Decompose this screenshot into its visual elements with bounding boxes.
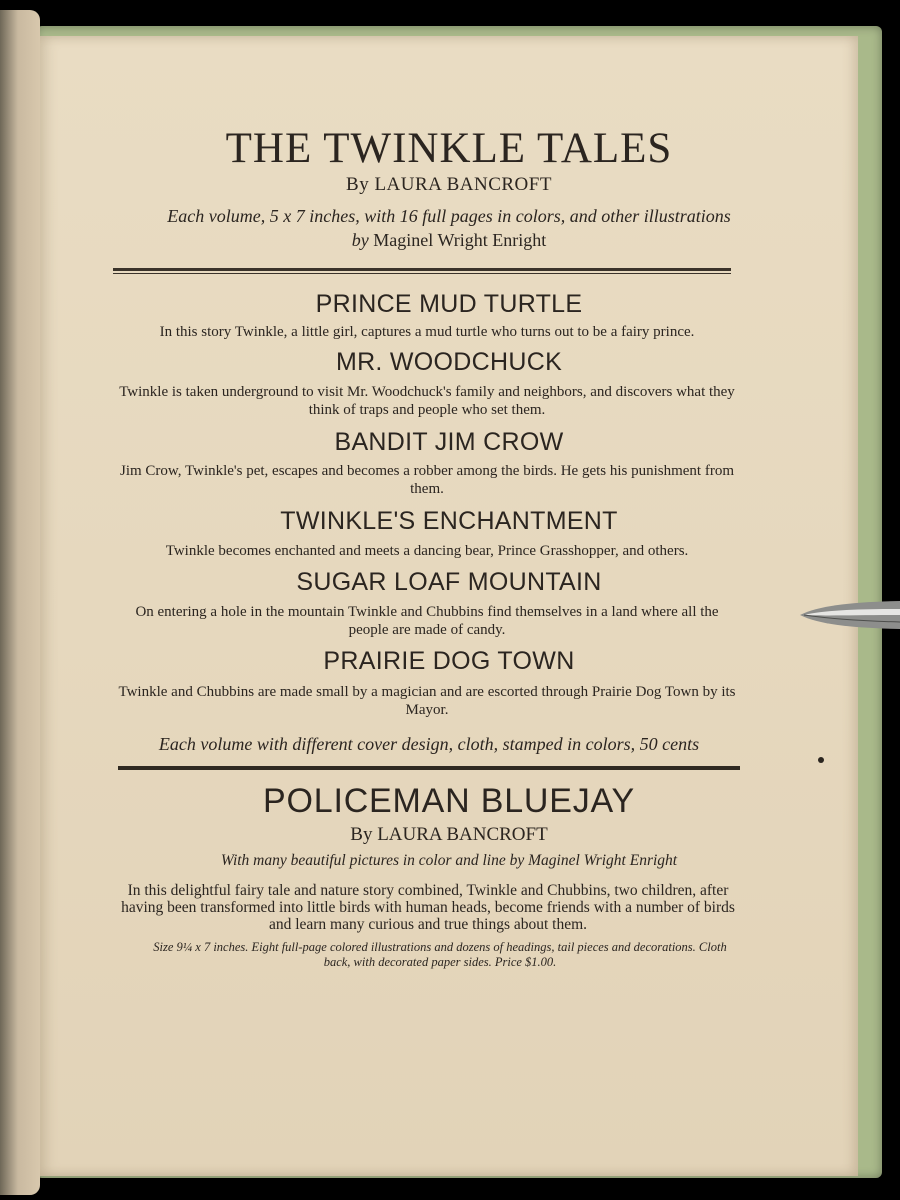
story-title: PRINCE MUD TURTLE — [315, 290, 583, 318]
author-byline: By LAURA BANCROFT — [346, 174, 552, 195]
story-title: BANDIT JIM CROW — [334, 428, 564, 456]
book-left-edge — [0, 10, 40, 1195]
section-divider — [118, 766, 740, 770]
double-rule-divider — [113, 268, 731, 274]
policeman-illustrations-line: With many beautiful pictures in color and line by Maginel Wright Enright — [220, 852, 678, 869]
illustrator-name: Maginel Wright Enright — [373, 230, 547, 250]
series-description-line1: Each volume, 5 x 7 inches, with 16 full pages in colors, and other illustrations — [167, 206, 731, 226]
story-description: On entering a hole in the mountain Twinkle and Chubbins find themselves in a land where all the people are made of candy. — [135, 604, 719, 638]
story-description: Twinkle and Chubbins are made small by a magician and are escorted through Prairie Dog Town by its Mayor. — [118, 684, 736, 718]
story-title: SUGAR LOAF MOUNTAIN — [296, 568, 602, 596]
ink-spot — [818, 757, 824, 763]
policeman-bluejay-title: POLICEMAN BLUEJAY — [263, 782, 635, 820]
page-knife-blade — [800, 595, 900, 635]
story-description: Jim Crow, Twinkle's pet, escapes and becomes a robber among the birds. He gets his punishment from them. — [119, 463, 735, 497]
story-description: In this story Twinkle, a little girl, captures a mud turtle who turns out to be a fairy prince. — [159, 324, 695, 340]
story-title: TWINKLE'S ENCHANTMENT — [280, 507, 618, 535]
story-description: Twinkle becomes enchanted and meets a dancing bear, Prince Grasshopper, and others. — [165, 543, 689, 559]
story-title: PRAIRIE DOG TOWN — [323, 647, 575, 675]
policeman-size-price-note: Size 9¼ x 7 inches. Eight full-page colored illustrations and dozens of headings, tail pieces and decorations. Cloth back, with decorated paper sides. Price $1.00. — [153, 940, 727, 969]
page-title: THE TWINKLE TALES — [225, 125, 673, 172]
policeman-byline: By LAURA BANCROFT — [350, 824, 548, 845]
series-description-line2: by Maginel Wright Enright — [351, 230, 547, 250]
story-description: Twinkle is taken underground to visit Mr. Woodchuck's family and neighbors, and discovers what they think of traps and people who set them. — [119, 384, 735, 418]
story-title: MR. WOODCHUCK — [335, 348, 563, 376]
policeman-description: In this delightful fairy tale and nature story combined, Twinkle and Chubbins, two children, after having been transformed into little birds with human heads, become friends with a number of birds and learn many curious and true things about them. — [121, 882, 735, 933]
book-page — [40, 36, 858, 1176]
series-price-line: Each volume with different cover design, cloth, stamped in colors, 50 cents — [158, 734, 700, 754]
